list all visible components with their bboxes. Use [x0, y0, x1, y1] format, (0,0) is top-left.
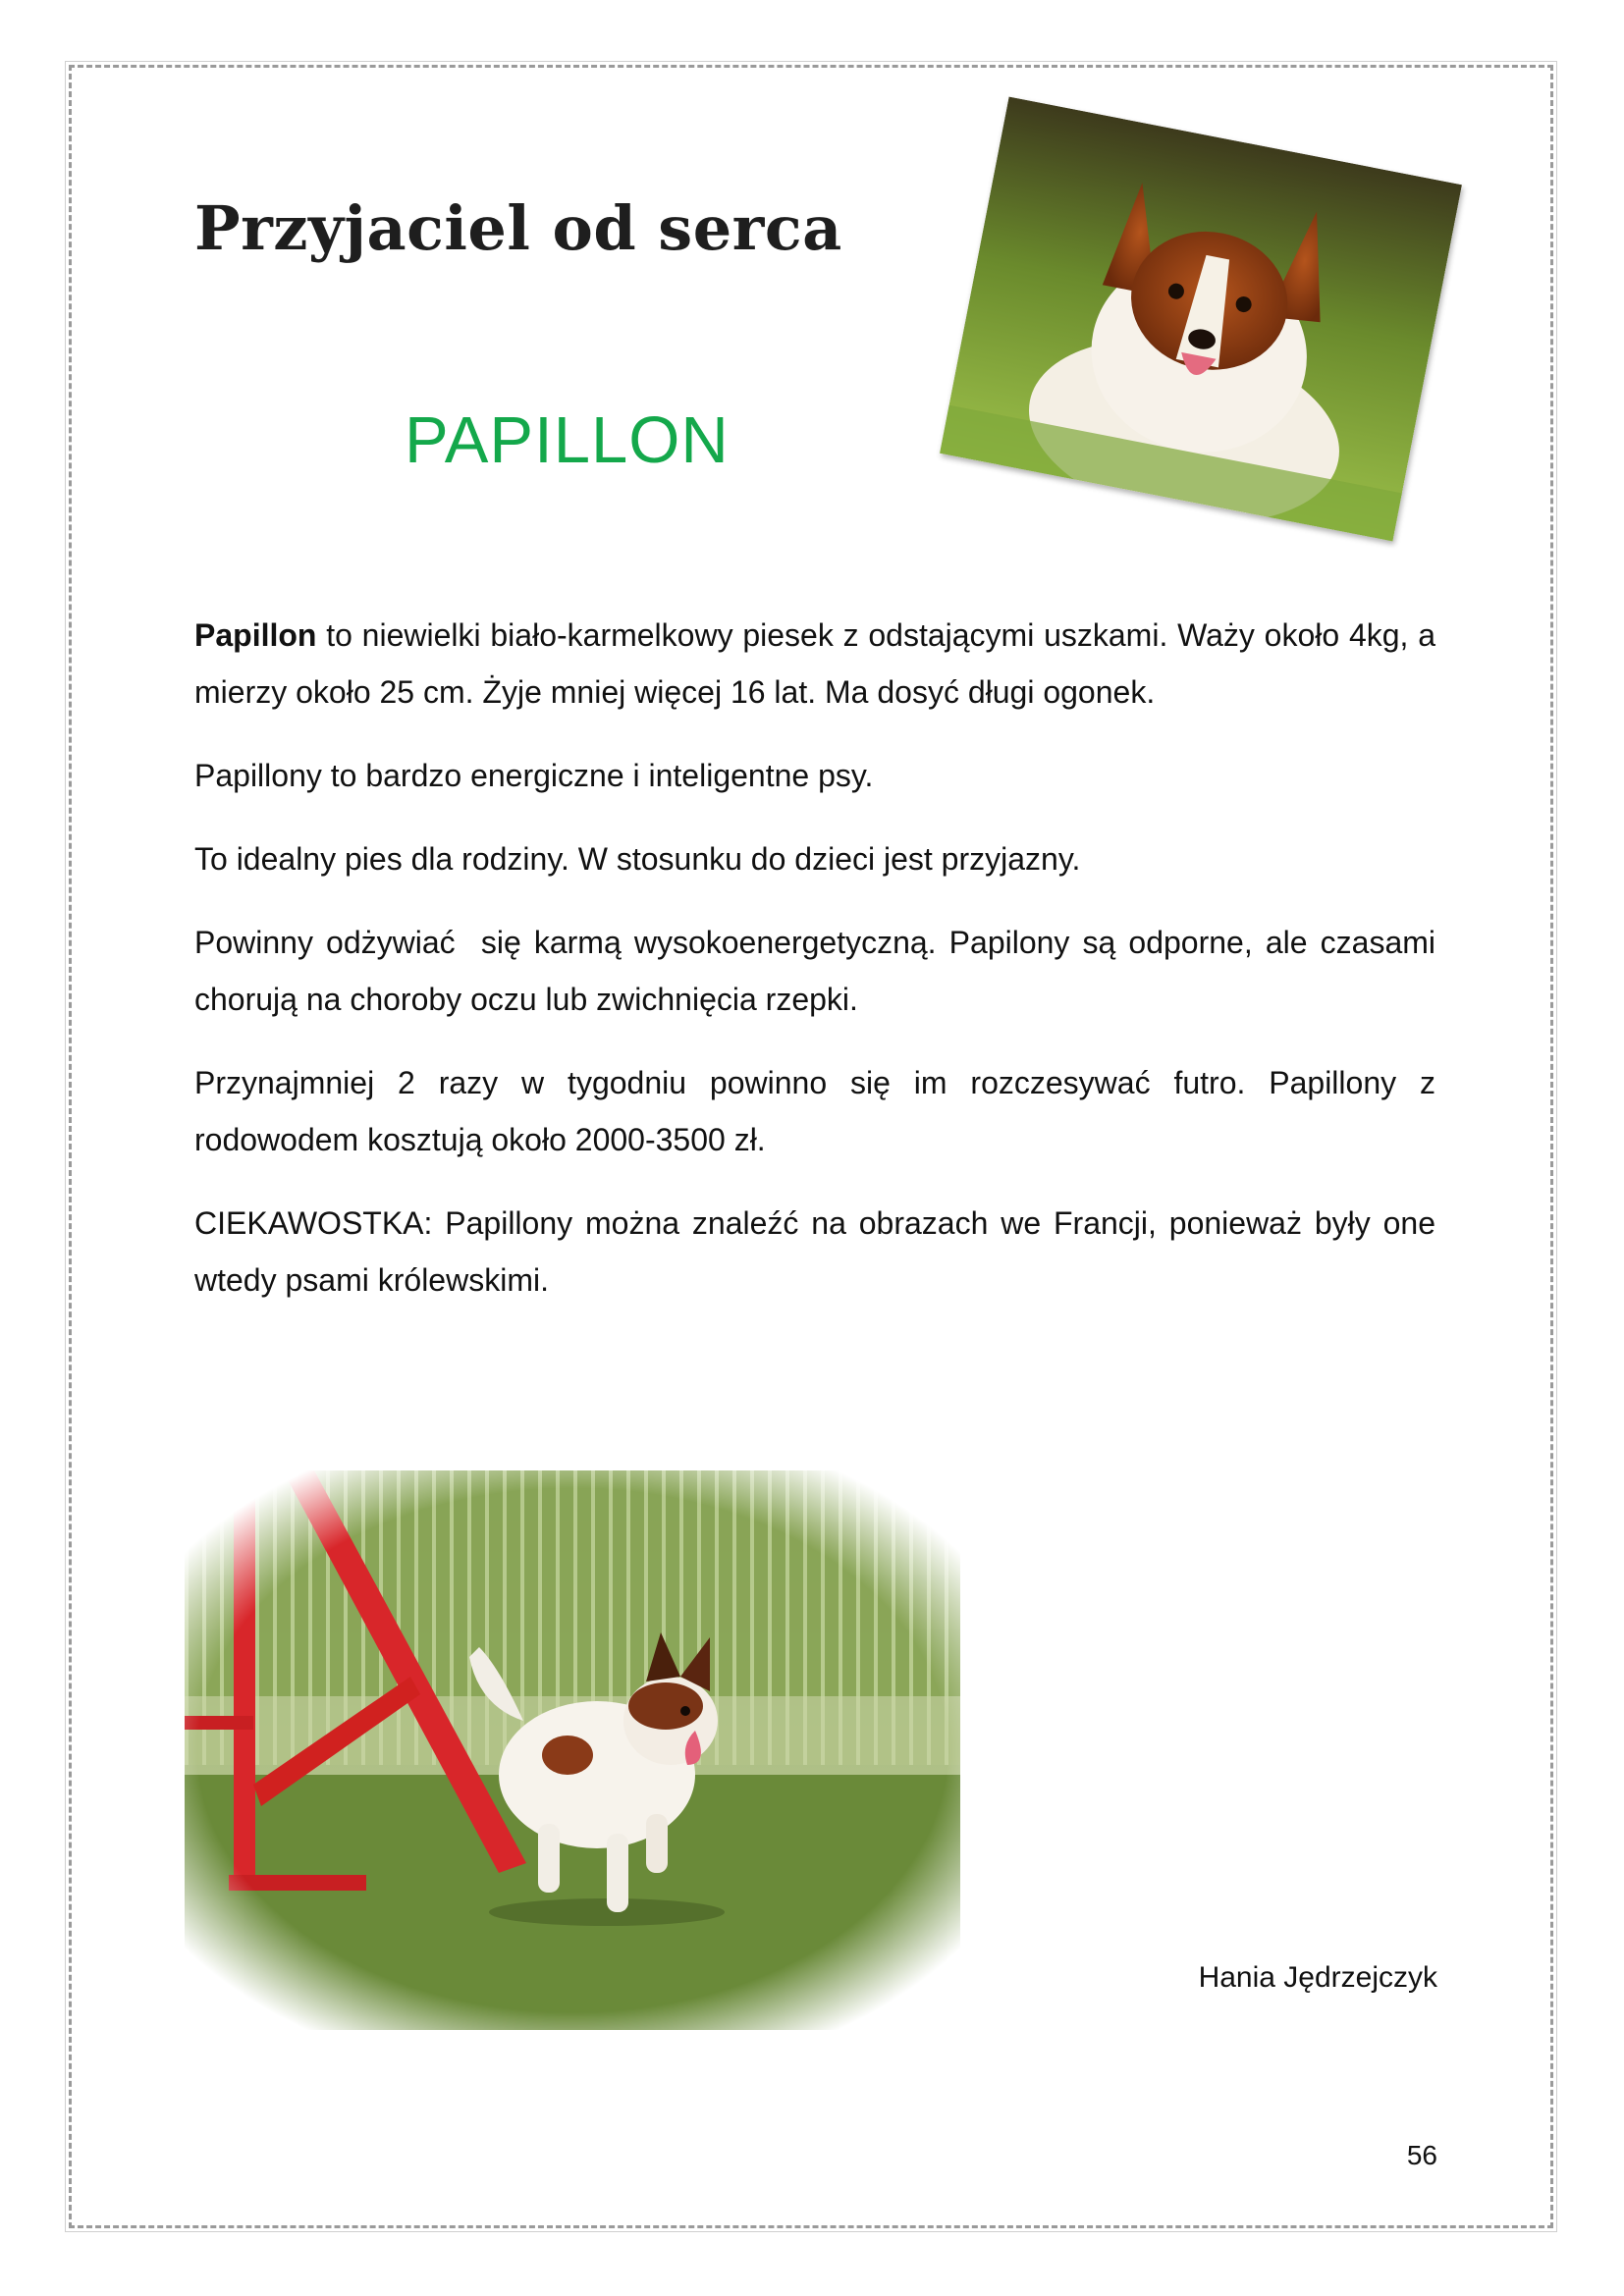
author-name: Hania Jędrzejczyk: [1198, 1961, 1437, 1994]
section-title: Przyjaciel od serca: [194, 192, 842, 264]
paragraph-fun-fact: CIEKAWOSTKA: Papillony można znaleźć na obrazach we Francji, ponieważ były one wtedy psami królewskimi.: [194, 1205, 1435, 1298]
paragraph-family: To idealny pies dla rodziny. W stosunku do dzieci jest przyjazny.: [194, 841, 1081, 877]
paragraph-energy: Papillony to bardzo energiczne i inteligentne psy.: [194, 758, 874, 793]
paragraph-health: Powinny odżywiać się karmą wysokoenergetyczną. Papilony są odporne, ale czasami chorują na choroby oczu lub zwichnięcia rzepki.: [194, 925, 1444, 1017]
page-number: 56: [1406, 2140, 1437, 2170]
papillon-running-icon: [185, 1470, 960, 2030]
paragraph-description: [194, 607, 1435, 721]
breed-name-bold: Papillon: [194, 617, 317, 653]
paragraph-grooming: Przynajmniej 2 razy w tygodniu powinno się im rozczesywać futro. Papillony z rodowodem kosztują około 2000-3500 zł.: [194, 1065, 1435, 1157]
paragraph-description-text: to niewielki biało-karmelkowy piesek z odstającymi uszkami. Waży około 4kg, a mierzy około 25 cm. Żyje mniej więcej 16 lat. Ma dosyć długi ogonek.: [194, 617, 1435, 710]
papillon-running-photo: [185, 1470, 960, 2030]
article-body: [194, 607, 1444, 1335]
breed-title: PAPILLON: [405, 403, 730, 477]
